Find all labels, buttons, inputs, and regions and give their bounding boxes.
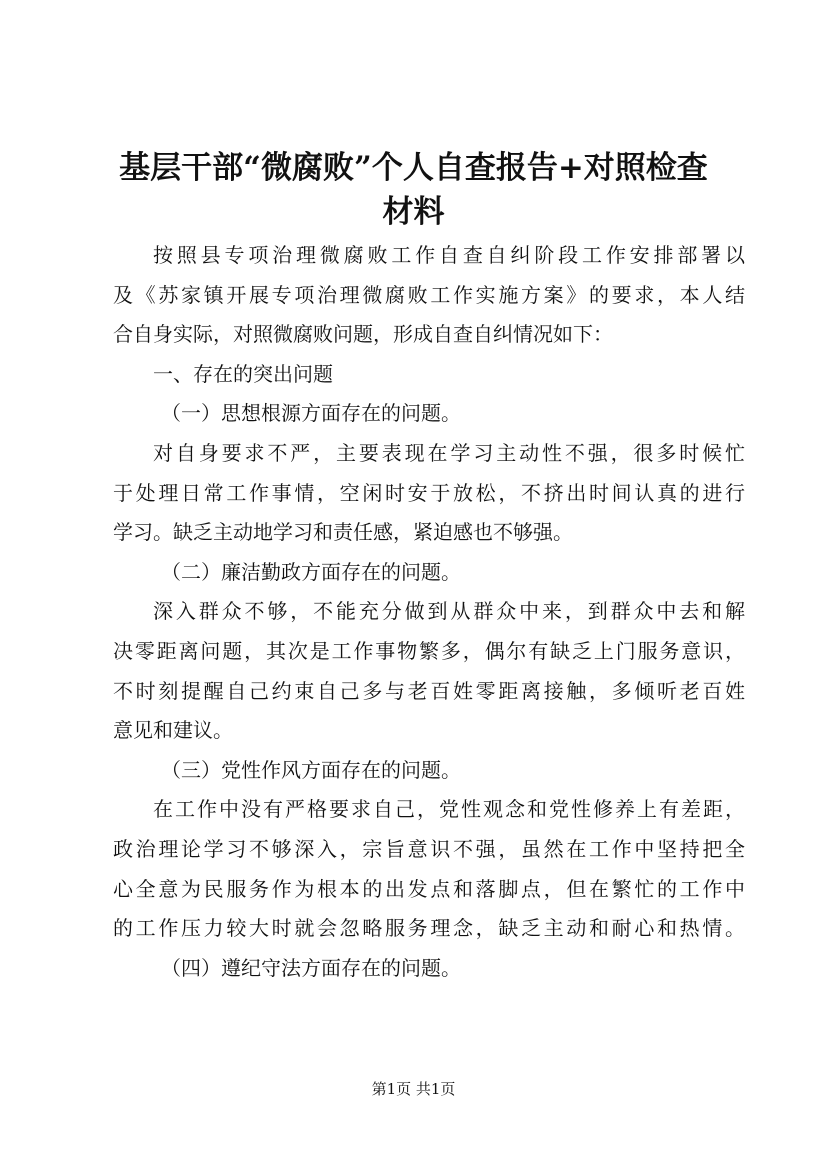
paragraph-line: 于处理日常工作事情，空闲时安于放松，不挤出时间认真的进行: [113, 480, 745, 505]
paragraph-line: 的工作压力较大时就会忽略服务理念，缺乏主动和耐心和热情。: [113, 916, 745, 941]
paragraph-line: 在工作中没有严格要求自己，党性观念和党性修养上有差距，: [153, 797, 745, 822]
subsection-heading: （四）遵纪守法方面存在的问题。: [161, 955, 461, 980]
paragraph-line: 及《苏家镇开展专项治理微腐败工作实施方案》的要求，本人结: [113, 282, 745, 307]
paragraph-line: 学习。缺乏主动地学习和责任感，紧迫感也不够强。: [113, 520, 573, 545]
subsection-heading: （一）思想根源方面存在的问题。: [161, 401, 461, 426]
document-title-line-1: 基层干部“微腐败”个人自查报告+对照检查: [119, 150, 708, 186]
paragraph-line: 合自身实际，对照微腐败问题，形成自查自纠情况如下：: [113, 322, 613, 347]
paragraph-line: 心全意为民服务作为根本的出发点和落脚点，但在繁忙的工作中: [113, 876, 745, 901]
document-title-line-2: 材料: [382, 194, 445, 230]
page-number-footer: 第1页 共1页: [371, 1080, 456, 1098]
subsection-heading: （三）党性作风方面存在的问题。: [161, 757, 461, 782]
document-body: [113, 236, 745, 988]
section-heading: 一、存在的突出问题: [153, 361, 333, 386]
paragraph-line: 政治理论学习不够深入，宗旨意识不强，虽然在工作中坚持把全: [113, 836, 745, 861]
paragraph-line: 意见和建议。: [113, 718, 233, 743]
paragraph-line: 不时刻提醒自己约束自己多与老百姓零距离接触，多倾听老百姓: [113, 678, 745, 703]
subsection-heading: （二）廉洁勤政方面存在的问题。: [161, 559, 461, 584]
paragraph-line: 按照县专项治理微腐败工作自查自纠阶段工作安排部署以: [153, 243, 745, 267]
paragraph-line: 深入群众不够，不能充分做到从群众中来，到群众中去和解: [153, 599, 745, 624]
paragraph-line: 决零距离问题，其次是工作事物繁多，偶尔有缺乏上门服务意识，: [113, 638, 745, 663]
paragraph-line: 对自身要求不严，主要表现在学习主动性不强，很多时候忙: [153, 440, 745, 465]
